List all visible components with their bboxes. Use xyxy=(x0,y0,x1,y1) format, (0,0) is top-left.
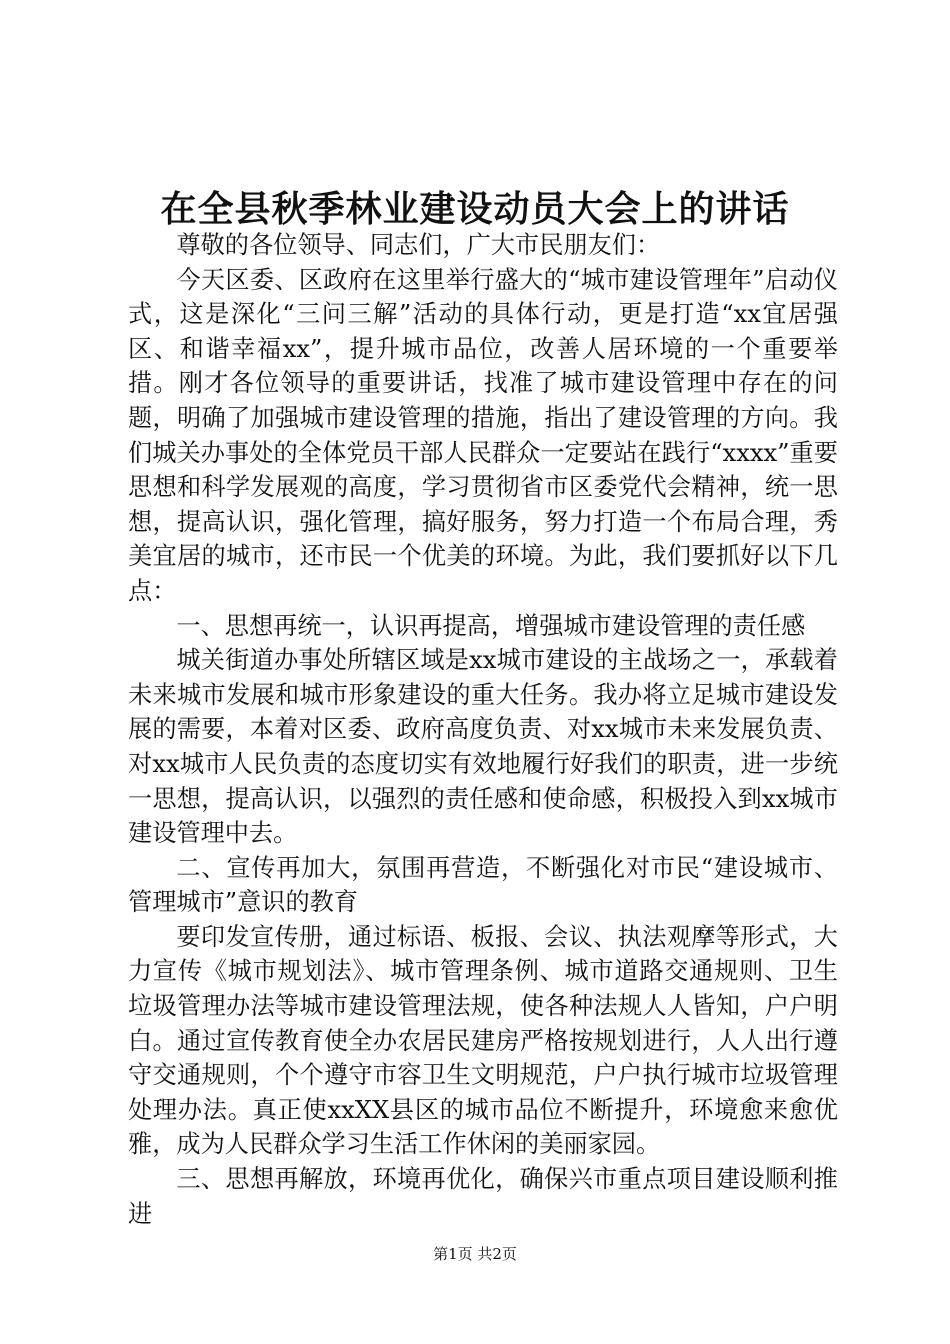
document-title: 在全县秋季林业建设动员大会上的讲话 xyxy=(160,188,790,230)
intro-paragraph: 今天区委、区政府在这里举行盛大的“城市建设管理年”启动仪式，这是深化“三问三解”活动的具体行动，更是打造“xx宜居强区、和谐幸福xx”，提升城市品位，改善人居环境的一个重要举措。刚才各位领导的重要讲话，找准了城市建设管理中存在的问题，明确了加强城市建设管理的措施，指出了建设管理的方向。我们城关办事处的全体党员干部人民群众一定要站在践行“xxxx”重要思想和科学发展观的高度，学习贯彻省市区委党代会精神，统一思想，提高认识，强化管理，搞好服务，努力打造一个布局合理，秀美宜居的城市，还市民一个优美的环境。为此，我们要抓好以下几点： xyxy=(128,265,838,605)
section-body-2: 要印发宣传册，通过标语、板报、会议、执法观摩等形式，大力宣传《城市规划法》、城市管理条例、城市道路交通规则、卫生垃圾管理办法等城市建设管理法规，使各种法规人人皆知，户户明白。通过宣传教育使全办农居民建房严格按规划进行，人人出行遵守交通规则，个个遵守市容卫生文明规范，户户执行城市垃圾管理处理办法。真正使xxXX县区的城市品位不断提升，环境愈来愈优雅，成为人民群众学习生活工作休闲的美丽家园。 xyxy=(128,922,838,1159)
section-body-1: 城关街道办事处所辖区域是xx城市建设的主战场之一，承载着未来城市发展和城市形象建设的重大任务。我办将立足城市建设发展的需要，本着对区委、政府高度负责、对xx城市未来发展负责、对xx城市人民负责的态度切实有效地履行好我们的职责，进一步统一思想，提高认识，以强烈的责任感和使命感，积极投入到xx城市建设管理中去。 xyxy=(128,646,838,848)
section-heading-2: 二、宣传再加大，氛围再营造，不断强化对市民“建设城市、管理城市”意识的教育 xyxy=(128,853,838,917)
salutation: 尊敬的各位领导、同志们，广大市民朋友们： xyxy=(176,231,661,259)
section-heading-1: 一、思想再统一，认识再提高，增强城市建设管理的责任感 xyxy=(176,611,806,640)
document-body xyxy=(128,228,838,1231)
section-heading-3: 三、思想再解放，环境再优化，确保兴市重点项目建设顺利推进 xyxy=(128,1165,838,1228)
page-number: 第1页 共2页 xyxy=(433,1245,517,1263)
